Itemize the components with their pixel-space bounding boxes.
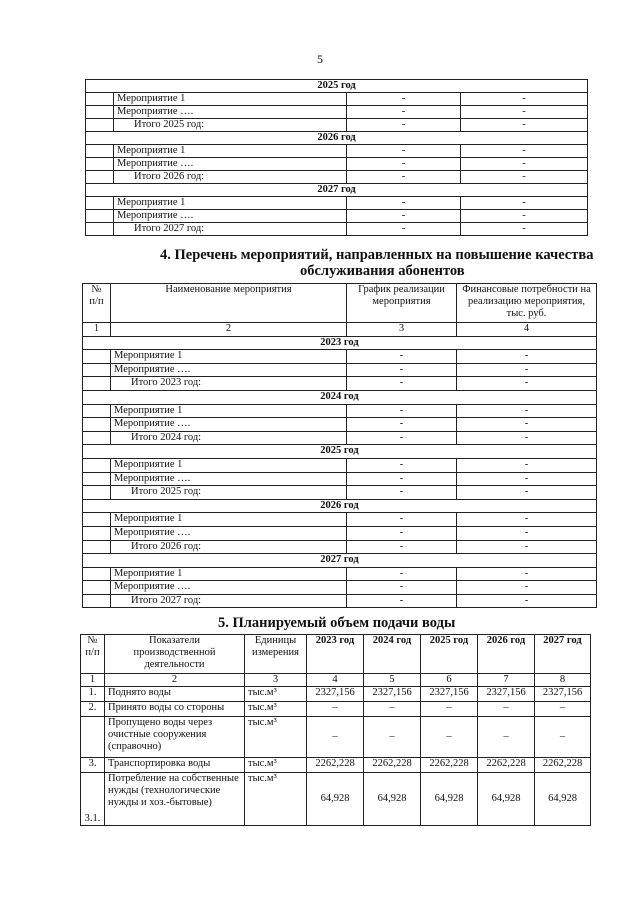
- column-number: 3: [245, 674, 307, 687]
- header-year: 2025 год: [421, 635, 478, 674]
- row-number: 3.: [81, 758, 105, 773]
- indicator-name: Принято воды со стороны: [105, 702, 245, 717]
- schedule-cell: -: [347, 106, 461, 119]
- num-cell: [86, 93, 114, 106]
- value-cell: –: [421, 702, 478, 717]
- year-row: [86, 132, 588, 145]
- finance-cell: -: [461, 171, 588, 184]
- table-row: [86, 119, 588, 132]
- schedule-cell: -: [347, 526, 457, 540]
- value-cell: –: [535, 717, 591, 758]
- table-row: [83, 404, 597, 418]
- num-cell: [83, 594, 111, 608]
- row-number: 2.: [81, 702, 105, 717]
- finance-cell: -: [457, 458, 597, 472]
- table-row: [86, 145, 588, 158]
- table-row: [83, 526, 597, 540]
- finance-cell: -: [461, 197, 588, 210]
- num-cell: [83, 404, 111, 418]
- year-label: 2025 год: [83, 445, 597, 459]
- measure-name: Мероприятие 1: [111, 513, 347, 527]
- column-number: 8: [535, 674, 591, 687]
- year-row: [83, 499, 597, 513]
- measure-name: Мероприятие ….: [111, 472, 347, 486]
- value-cell: 2327,156: [478, 687, 535, 702]
- table-row: [83, 594, 597, 608]
- value-cell: 64,928: [421, 773, 478, 826]
- schedule-cell: -: [347, 197, 461, 210]
- finance-cell: -: [461, 210, 588, 223]
- num-cell: [83, 418, 111, 432]
- measure-name: Мероприятие ….: [111, 418, 347, 432]
- finance-cell: -: [457, 350, 597, 364]
- finance-cell: -: [461, 145, 588, 158]
- num-cell: [83, 363, 111, 377]
- measure-name: Мероприятие 1: [114, 197, 347, 210]
- table-row: [81, 758, 591, 773]
- indicator-name: Транспортировка воды: [105, 758, 245, 773]
- header-finance: Финансовые потребности на реализацию мероприятия, тыс. руб.: [457, 284, 597, 323]
- measure-name: Итого 2025 год:: [111, 486, 347, 500]
- value-cell: –: [478, 702, 535, 717]
- schedule-cell: -: [347, 594, 457, 608]
- finance-cell: -: [457, 431, 597, 445]
- header-schedule: График реализации мероприятия: [347, 284, 457, 323]
- measure-name: Мероприятие ….: [114, 106, 347, 119]
- finance-cell: -: [457, 472, 597, 486]
- schedule-cell: -: [347, 472, 457, 486]
- column-number: 2: [105, 674, 245, 687]
- schedule-cell: -: [347, 363, 457, 377]
- value-cell: 64,928: [478, 773, 535, 826]
- year-row: [83, 445, 597, 459]
- finance-cell: -: [457, 567, 597, 581]
- schedule-cell: -: [347, 404, 457, 418]
- measure-name: Мероприятие ….: [111, 363, 347, 377]
- indicator-name: Поднято воды: [105, 687, 245, 702]
- num-cell: [86, 197, 114, 210]
- table-row: [81, 702, 591, 717]
- measure-name: Мероприятие 1: [111, 458, 347, 472]
- table-row: [83, 486, 597, 500]
- value-cell: 2327,156: [535, 687, 591, 702]
- table-row: [83, 513, 597, 527]
- row-number: [81, 717, 105, 758]
- finance-cell: -: [457, 540, 597, 554]
- schedule-cell: -: [347, 223, 461, 236]
- value-cell: 2262,228: [307, 758, 364, 773]
- unit-cell: тыс.м³: [245, 702, 307, 717]
- num-cell: [83, 513, 111, 527]
- section5-title: 5. Планируемый объем подачи воды: [218, 615, 456, 631]
- measure-name: Итого 2026 год:: [114, 171, 347, 184]
- value-cell: –: [478, 717, 535, 758]
- table-row: [83, 567, 597, 581]
- column-number: 5: [364, 674, 421, 687]
- table-row: [83, 377, 597, 391]
- table-row: [83, 350, 597, 364]
- schedule-cell: -: [347, 458, 457, 472]
- measure-name: Итого 2027 год:: [114, 223, 347, 236]
- value-cell: 2262,228: [364, 758, 421, 773]
- measure-name: Мероприятие 1: [114, 145, 347, 158]
- header-indicator: Показатели производственной деятельности: [105, 635, 245, 674]
- measure-name: Мероприятие ….: [111, 581, 347, 595]
- year-row: [86, 184, 588, 197]
- column-number: 4: [457, 323, 597, 337]
- num-cell: [83, 486, 111, 500]
- year-label: 2023 год: [83, 336, 597, 350]
- schedule-cell: -: [347, 540, 457, 554]
- value-cell: 64,928: [307, 773, 364, 826]
- year-row: [83, 336, 597, 350]
- num-cell: [86, 223, 114, 236]
- schedule-cell: -: [347, 158, 461, 171]
- table-row: [83, 581, 597, 595]
- value-cell: 2262,228: [478, 758, 535, 773]
- table-row: [86, 106, 588, 119]
- table-row: [81, 717, 591, 758]
- header-year: 2027 год: [535, 635, 591, 674]
- table-section5: [80, 634, 591, 826]
- schedule-cell: -: [347, 377, 457, 391]
- finance-cell: -: [457, 513, 597, 527]
- measure-name: Итого 2023 год:: [111, 377, 347, 391]
- value-cell: 2327,156: [307, 687, 364, 702]
- column-number: 7: [478, 674, 535, 687]
- measure-name: Итого 2025 год:: [114, 119, 347, 132]
- value-cell: 2262,228: [535, 758, 591, 773]
- num-cell: [83, 526, 111, 540]
- header-year: 2023 год: [307, 635, 364, 674]
- schedule-cell: -: [347, 581, 457, 595]
- schedule-cell: -: [347, 486, 457, 500]
- measure-name: Мероприятие ….: [114, 158, 347, 171]
- schedule-cell: -: [347, 431, 457, 445]
- measure-name: Мероприятие 1: [111, 404, 347, 418]
- schedule-cell: -: [347, 350, 457, 364]
- num-cell: [83, 581, 111, 595]
- schedule-cell: -: [347, 171, 461, 184]
- table-row: [81, 773, 591, 826]
- num-cell: [83, 377, 111, 391]
- table-row: [86, 197, 588, 210]
- value-cell: 2327,156: [421, 687, 478, 702]
- table-row: [83, 458, 597, 472]
- column-number: 2: [111, 323, 347, 337]
- finance-cell: -: [461, 93, 588, 106]
- section4-title-line2: обслуживания абонентов: [300, 263, 465, 279]
- column-number: 3: [347, 323, 457, 337]
- schedule-cell: -: [347, 210, 461, 223]
- finance-cell: -: [461, 223, 588, 236]
- value-cell: –: [421, 717, 478, 758]
- finance-cell: -: [457, 363, 597, 377]
- finance-cell: -: [457, 581, 597, 595]
- finance-cell: -: [457, 526, 597, 540]
- value-cell: –: [307, 717, 364, 758]
- year-label: 2024 год: [83, 390, 597, 404]
- table-row: [86, 93, 588, 106]
- num-cell: [86, 210, 114, 223]
- table-row: [81, 687, 591, 702]
- year-label: 2025 год: [86, 80, 588, 93]
- table-row: [86, 171, 588, 184]
- year-row: [86, 80, 588, 93]
- value-cell: –: [364, 702, 421, 717]
- measure-name: Мероприятие ….: [111, 526, 347, 540]
- table-row: [86, 158, 588, 171]
- column-number: 4: [307, 674, 364, 687]
- finance-cell: -: [461, 158, 588, 171]
- value-cell: 2262,228: [421, 758, 478, 773]
- year-label: 2027 год: [83, 554, 597, 568]
- num-cell: [86, 106, 114, 119]
- unit-cell: тыс.м³: [245, 717, 307, 758]
- unit-cell: тыс.м³: [245, 687, 307, 702]
- table-section3-continuation: [85, 79, 588, 236]
- num-cell: [86, 145, 114, 158]
- year-label: 2026 год: [86, 132, 588, 145]
- table-row: [83, 363, 597, 377]
- header-unit: Единицы измерения: [245, 635, 307, 674]
- table-row: [83, 431, 597, 445]
- column-number: 6: [421, 674, 478, 687]
- header-name: Наименование мероприятия: [111, 284, 347, 323]
- schedule-cell: -: [347, 513, 457, 527]
- finance-cell: -: [457, 377, 597, 391]
- finance-cell: -: [457, 404, 597, 418]
- page-number: 5: [317, 52, 323, 66]
- finance-cell: -: [457, 418, 597, 432]
- finance-cell: -: [461, 119, 588, 132]
- num-cell: [86, 119, 114, 132]
- schedule-cell: -: [347, 119, 461, 132]
- year-label: 2026 год: [83, 499, 597, 513]
- column-number: 1: [81, 674, 105, 687]
- header-year: 2026 год: [478, 635, 535, 674]
- measure-name: Итого 2026 год:: [111, 540, 347, 554]
- year-row: [83, 390, 597, 404]
- row-number: 1.: [81, 687, 105, 702]
- measure-name: Итого 2024 год:: [111, 431, 347, 445]
- indicator-name: Пропущено воды через очистные сооружения (справочно): [105, 717, 245, 758]
- year-row: [83, 554, 597, 568]
- num-cell: [83, 431, 111, 445]
- finance-cell: -: [461, 106, 588, 119]
- value-cell: 2327,156: [364, 687, 421, 702]
- measure-name: Итого 2027 год:: [111, 594, 347, 608]
- table-row: [83, 418, 597, 432]
- schedule-cell: -: [347, 418, 457, 432]
- finance-cell: -: [457, 594, 597, 608]
- num-cell: [86, 171, 114, 184]
- column-number: 1: [83, 323, 111, 337]
- num-cell: [83, 458, 111, 472]
- indicator-name: Потребление на собственные нужды (технологические нужды и хоз.-бытовые): [105, 773, 245, 826]
- value-cell: –: [364, 717, 421, 758]
- row-number: 3.1.: [81, 773, 105, 826]
- measure-name: Мероприятие 1: [111, 350, 347, 364]
- table-row: [86, 210, 588, 223]
- section4-title-line1: 4. Перечень мероприятий, направленных на повышение качества: [160, 247, 594, 263]
- measure-name: Мероприятие ….: [114, 210, 347, 223]
- unit-cell: тыс.м³: [245, 773, 307, 826]
- table-row: [83, 472, 597, 486]
- value-cell: –: [307, 702, 364, 717]
- schedule-cell: -: [347, 145, 461, 158]
- header-num: № п/п: [81, 635, 105, 674]
- num-cell: [83, 540, 111, 554]
- table-row: [83, 540, 597, 554]
- schedule-cell: -: [347, 567, 457, 581]
- header-num: № п/п: [83, 284, 111, 323]
- finance-cell: -: [457, 486, 597, 500]
- unit-cell: тыс.м³: [245, 758, 307, 773]
- value-cell: 64,928: [364, 773, 421, 826]
- header-year: 2024 год: [364, 635, 421, 674]
- measure-name: Мероприятие 1: [111, 567, 347, 581]
- year-label: 2027 год: [86, 184, 588, 197]
- schedule-cell: -: [347, 93, 461, 106]
- num-cell: [83, 350, 111, 364]
- num-cell: [83, 567, 111, 581]
- measure-name: Мероприятие 1: [114, 93, 347, 106]
- num-cell: [86, 158, 114, 171]
- value-cell: 64,928: [535, 773, 591, 826]
- value-cell: –: [535, 702, 591, 717]
- table-row: [86, 223, 588, 236]
- table-section4: [82, 283, 597, 608]
- num-cell: [83, 472, 111, 486]
